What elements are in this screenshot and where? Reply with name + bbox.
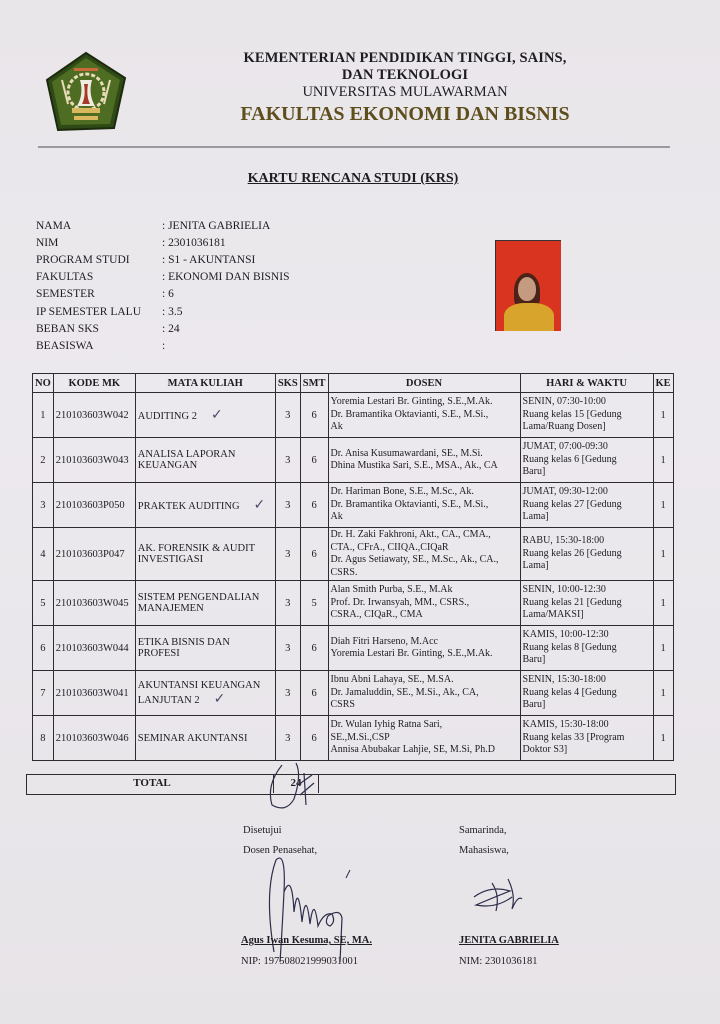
info-row-program-studi [36, 251, 289, 268]
lecturer-line: Dr. Hariman Bone, S.E., M.Sc., Ak. [330, 486, 474, 498]
cell-mata-kuliah [135, 393, 275, 438]
total-sks: 24 [273, 774, 319, 793]
info-row-semester [36, 286, 289, 303]
cell-ke: 1 [653, 393, 673, 438]
info-value: : JENITA GABRIELIA [162, 219, 271, 232]
course-name: AKUNTANSI KEUANGAN LANJUTAN 2 [137, 679, 261, 706]
info-value: : S1 - AKUNTANSI [162, 253, 256, 266]
ministry-line-2: DAN TEKNOLOGI [341, 67, 469, 83]
student-nim: NIM: 2301036181 [459, 956, 538, 967]
header-divider [38, 146, 670, 148]
col-header-mata-kuliah: MATA KULIAH [135, 374, 275, 393]
cell-hari-waktu [520, 483, 653, 528]
cell-ke: 1 [653, 581, 673, 626]
table-row [33, 483, 674, 528]
cell-hari-waktu [520, 671, 653, 716]
schedule-line: Ruang kelas 15 [Gedung [522, 408, 622, 420]
schedule-line: Ruang kelas 6 [Gedung [522, 453, 617, 465]
schedule-line: Ruang kelas 26 [Gedung [522, 547, 622, 559]
info-label: FAKULTAS [36, 271, 94, 284]
course-name: AK. FORENSIK & AUDIT INVESTIGASI [137, 543, 255, 565]
col-header-hari-waktu: HARI & WAKTU [520, 374, 653, 393]
cell-ke: 1 [653, 483, 673, 528]
cell-mata-kuliah [135, 626, 275, 671]
cell-dosen [328, 626, 520, 671]
cell-mata-kuliah [135, 671, 275, 716]
info-value: : EKONOMI DAN BISNIS [162, 271, 290, 284]
cell-no: 4 [33, 528, 54, 581]
student-photo [495, 240, 561, 331]
total-label: TOTAL [133, 777, 171, 789]
info-label: BEBAN SKS [36, 322, 99, 335]
cell-hari-waktu [520, 528, 653, 581]
cell-dosen [328, 581, 520, 626]
cell-sks: 3 [275, 438, 300, 483]
cell-no: 1 [33, 393, 54, 438]
cell-hari-waktu [520, 716, 653, 761]
cell-ke: 1 [653, 716, 673, 761]
lecturer-line: Prof. Dr. Irwansyah, MM., CSRS., [330, 596, 470, 608]
col-header-smt: SMT [300, 374, 328, 393]
cell-ke: 1 [653, 438, 673, 483]
ministry-line-1: KEMENTERIAN PENDIDIKAN TINGGI, SAINS, [243, 50, 567, 66]
cell-smt: 6 [300, 716, 328, 761]
cell-kode-mk: 210103603W046 [53, 716, 135, 761]
cell-smt: 6 [300, 393, 328, 438]
cell-kode-mk: 210103603W041 [53, 671, 135, 716]
cell-smt: 6 [300, 438, 328, 483]
cell-hari-waktu [520, 438, 653, 483]
cell-mata-kuliah [135, 438, 275, 483]
course-name: SISTEM PENGENDALIAN MANAJEMEN [137, 592, 260, 614]
schedule-line: Ruang kelas 4 [Gedung [522, 686, 617, 698]
table-row [33, 626, 674, 671]
cell-smt: 6 [300, 671, 328, 716]
cell-hari-waktu [520, 581, 653, 626]
lecturer-line: Dr. Wulan Iyhig Ratna Sari, [330, 719, 443, 731]
schedule-line: Ruang kelas 21 [Gedung [522, 596, 622, 608]
schedule-line: Baru] [522, 466, 546, 478]
krs-table [32, 373, 674, 761]
cell-sks: 3 [275, 626, 300, 671]
schedule-line: Ruang kelas 33 [Program [522, 731, 625, 743]
checkmark-icon: ✓ [213, 690, 226, 707]
cell-dosen [328, 438, 520, 483]
cell-sks: 3 [275, 528, 300, 581]
lecturer-line: Dr. Bramantika Oktavianti, S.E., M.Si., [330, 498, 489, 510]
table-row [33, 438, 674, 483]
cell-smt: 6 [300, 626, 328, 671]
cell-sks: 3 [275, 716, 300, 761]
student-title: Mahasiswa, [459, 845, 509, 856]
schedule-line: Lama] [522, 560, 549, 572]
table-row [33, 581, 674, 626]
info-label: NAMA [36, 219, 72, 232]
cell-dosen [328, 393, 520, 438]
info-label: NIM [36, 236, 59, 249]
cell-smt: 5 [300, 581, 328, 626]
cell-sks: 3 [275, 483, 300, 528]
cell-sks: 3 [275, 671, 300, 716]
info-value: : 6 [162, 288, 174, 301]
info-row-fakultas [36, 269, 289, 286]
advisor-name: Agus Iwan Kesuma, SE, MA. [241, 935, 372, 946]
schedule-line: KAMIS, 15:30-18:00 [522, 719, 609, 731]
student-name: JENITA GABRIELIA [459, 935, 559, 946]
table-row [33, 671, 674, 716]
document-header [230, 50, 580, 126]
lecturer-line: SE.,M.Si.,CSP [330, 731, 390, 743]
cell-no: 7 [33, 671, 54, 716]
table-header-row [33, 374, 674, 393]
lecturer-line: Alan Smith Purba, S.E., M.Ak [330, 584, 453, 596]
info-label: BEASISWA [36, 339, 94, 352]
col-header-dosen: DOSEN [328, 374, 520, 393]
cell-dosen [328, 716, 520, 761]
schedule-line: Doktor S3] [522, 744, 568, 756]
cell-kode-mk: 210103603W042 [53, 393, 135, 438]
table-row [33, 716, 674, 761]
cell-no: 8 [33, 716, 54, 761]
cell-smt: 6 [300, 483, 328, 528]
cell-sks: 3 [275, 581, 300, 626]
cell-dosen [328, 483, 520, 528]
course-name: PRAKTEK AUDITING [137, 501, 240, 512]
cell-kode-mk: 210103603W045 [53, 581, 135, 626]
lecturer-line: Diah Fitri Harseno, M.Acc [330, 635, 438, 647]
checkmark-icon: ✓ [210, 407, 223, 423]
advisor-signature-icon [262, 852, 357, 967]
city-label: Samarinda, [459, 825, 507, 836]
lecturer-line: CSRA., CIQaR., CMA [330, 609, 423, 621]
document-title: KARTU RENCANA STUDI (KRS) [247, 171, 459, 186]
schedule-line: JUMAT, 07:00-09:30 [522, 441, 608, 453]
col-header-sks: SKS [275, 374, 300, 393]
cell-kode-mk: 210103603W044 [53, 626, 135, 671]
cell-ke: 1 [653, 528, 673, 581]
schedule-line: Ruang kelas 27 [Gedung [522, 498, 622, 510]
schedule-line: RABU, 15:30-18:00 [522, 535, 605, 547]
lecturer-line: Ak [330, 421, 343, 433]
info-label: IP SEMESTER LALU [36, 305, 141, 318]
lecturer-line: Dr. Jamaluddin, SE., M.Si., Ak., CA, [330, 686, 479, 698]
table-row [33, 528, 674, 581]
cell-mata-kuliah [135, 528, 275, 581]
lecturer-line: CSRS [330, 699, 355, 711]
table-row [33, 393, 674, 438]
info-value: : 24 [162, 322, 180, 335]
lecturer-line: Dr. Anisa Kusumawardani, SE., M.Si. [330, 447, 483, 459]
schedule-line: Lama/MAKSI] [522, 609, 584, 621]
schedule-line: JUMAT, 09:30-12:00 [522, 486, 608, 498]
schedule-line: Baru] [522, 654, 546, 666]
cell-smt: 6 [300, 528, 328, 581]
cell-no: 6 [33, 626, 54, 671]
cell-no: 5 [33, 581, 54, 626]
col-header-kode: KODE MK [53, 374, 135, 393]
cell-hari-waktu [520, 626, 653, 671]
cell-no: 2 [33, 438, 54, 483]
info-label: PROGRAM STUDI [36, 253, 130, 266]
student-info [36, 217, 289, 355]
cell-mata-kuliah [135, 716, 275, 761]
lecturer-line: Dr. H. Zaki Fakhroni, Akt., CA., CMA., [330, 529, 491, 540]
info-row-beasiswa [36, 337, 289, 354]
col-header-ke: KE [653, 374, 673, 393]
lecturer-line: Yoremia Lestari Br. Ginting, S.E.,M.Ak. [330, 396, 493, 408]
approval-label: Disetujui [243, 825, 282, 836]
info-label: SEMESTER [36, 288, 95, 301]
col-header-no: NO [33, 374, 54, 393]
course-name: ANALISA LAPORAN KEUANGAN [137, 449, 236, 471]
cell-kode-mk: 210103603P050 [53, 483, 135, 528]
schedule-line: KAMIS, 10:00-12:30 [522, 629, 609, 641]
schedule-line: SENIN, 07:30-10:00 [522, 396, 606, 408]
lecturer-line: Ibnu Abni Lahaya, SE., M.SA. [330, 674, 454, 686]
cell-hari-waktu [520, 393, 653, 438]
cell-mata-kuliah [135, 581, 275, 626]
info-row-nama [36, 217, 289, 234]
faculty-name: FAKULTAS EKONOMI DAN BISNIS [240, 103, 570, 125]
course-name: SEMINAR AKUNTANSI [137, 732, 248, 744]
cell-sks: 3 [275, 393, 300, 438]
cell-ke: 1 [653, 626, 673, 671]
lecturer-line: CSRS. [330, 566, 358, 578]
info-row-beban-sks [36, 320, 289, 337]
schedule-line: SENIN, 15:30-18:00 [522, 674, 606, 686]
cell-kode-mk: 210103603W043 [53, 438, 135, 483]
course-name: ETIKA BISNIS DAN PROFESI [137, 637, 230, 659]
lecturer-line: CTA., CFrA., CIIQA.,CIQaR [330, 541, 449, 553]
lecturer-line: Dhina Mustika Sari, S.E., MSA., Ak., CA [330, 460, 498, 471]
checkmark-icon: ✓ [253, 497, 266, 513]
schedule-line: Lama/Ruang Dosen] [522, 421, 606, 433]
schedule-line: Ruang kelas 8 [Gedung [522, 641, 617, 653]
cell-dosen [328, 528, 520, 581]
student-signature-block [459, 825, 509, 865]
advisor-nip: NIP: 197508021999031001 [241, 956, 358, 967]
university-name: UNIVERSITAS MULAWARMAN [302, 84, 508, 100]
handwritten-initial-icon [262, 755, 322, 815]
lecturer-line: Annisa Abubakar Lahjie, SE, M.Si, Ph.D [330, 744, 495, 756]
course-name: AUDITING 2 [137, 411, 197, 422]
cell-no: 3 [33, 483, 54, 528]
info-row-nim [36, 234, 289, 251]
lecturer-line: Yoremia Lestari Br. Ginting, S.E.,M.Ak. [330, 648, 493, 659]
advisor-title: Dosen Penasehat, [243, 845, 318, 856]
cell-kode-mk: 210103603P047 [53, 528, 135, 581]
info-value: : 3.5 [162, 305, 183, 318]
lecturer-line: Dr. Agus Setiawaty, SE., M.Sc., Ak., CA., [330, 554, 499, 565]
schedule-line: SENIN, 10:00-12:30 [522, 584, 606, 596]
university-emblem-icon [44, 50, 128, 134]
info-value: : [162, 339, 166, 352]
cell-ke: 1 [653, 671, 673, 716]
info-value: : 2301036181 [162, 236, 226, 249]
schedule-line: Lama] [522, 511, 549, 523]
student-signature-icon [470, 875, 530, 915]
cell-mata-kuliah [135, 483, 275, 528]
total-row [26, 774, 676, 795]
info-row-ip-semester [36, 303, 289, 320]
schedule-line: Baru] [522, 699, 546, 711]
lecturer-line: Dr. Bramantika Oktavianti, S.E., M.Si., [330, 408, 489, 420]
lecturer-line: Ak [330, 511, 343, 523]
cell-dosen [328, 671, 520, 716]
